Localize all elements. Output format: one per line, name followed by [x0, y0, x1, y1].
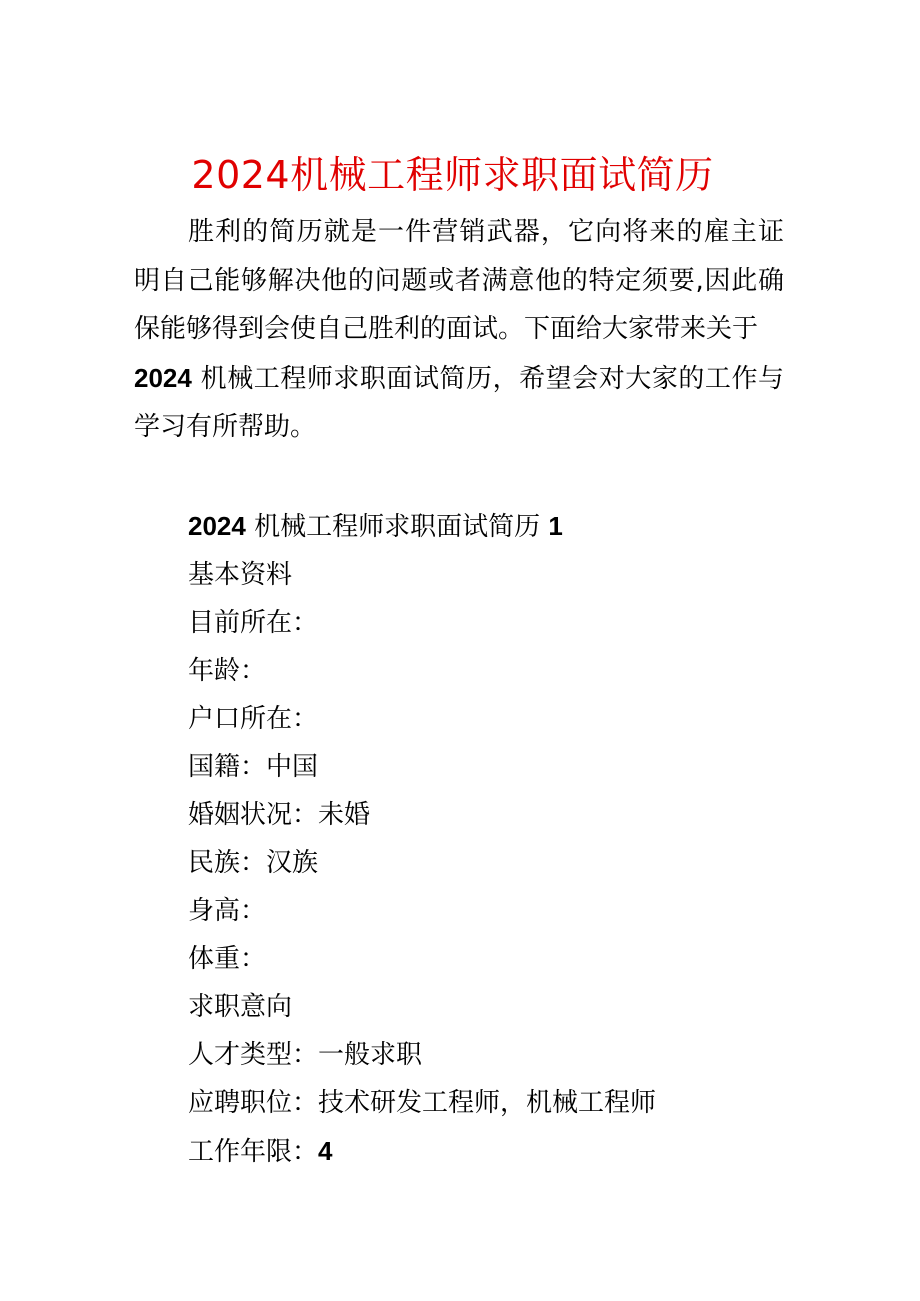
field-current-location [188, 599, 808, 647]
field-work-years [188, 1127, 808, 1176]
field-age [188, 647, 808, 695]
field-talent-type [188, 1031, 808, 1079]
field-value: 一般求职 [318, 1040, 423, 1070]
field-label: 人才类型： [188, 1040, 319, 1070]
field-ethnicity [188, 839, 808, 887]
resume-section [188, 502, 808, 1176]
field-household-registration [188, 695, 808, 743]
intro-paragraph [134, 208, 784, 452]
field-marital-status [188, 791, 808, 839]
field-label: 户口所在： [188, 704, 319, 734]
field-label: 体重： [188, 944, 267, 974]
section-heading-year: 2024 [188, 511, 246, 541]
intro-text-end: 机械工程师求职面试简历，希望会对大家的工作与学习有所帮助。 [134, 363, 784, 442]
document-title: 2024机械工程师求职面试简历 [191, 153, 714, 197]
intent-heading: 求职意向 [188, 992, 293, 1022]
field-height [188, 887, 808, 935]
intro-year: 2024 [134, 362, 192, 393]
intro-text-start: 胜利的简历就是一件营销武器，它向将来的雇主证明自己能够解决他的问题或者满意他的特定须要,因此确保能够得到会使自己胜利的面试。下面给大家带来关于 [134, 217, 784, 344]
basic-info-heading: 基本资料 [188, 560, 293, 590]
section-heading-index: 1 [548, 511, 563, 541]
field-label: 年龄： [188, 656, 267, 686]
field-label: 工作年限： [188, 1137, 319, 1167]
field-value: 技术研发工程师，机械工程师 [318, 1088, 657, 1118]
section-heading-text: 机械工程师求职面试简历 [245, 512, 549, 542]
field-value: 未婚 [318, 800, 371, 830]
field-label: 身高： [188, 896, 267, 926]
field-position-applied [188, 1079, 808, 1127]
field-weight [188, 935, 808, 983]
field-nationality [188, 743, 808, 791]
section-heading [188, 502, 808, 551]
field-label: 国籍： [188, 752, 267, 782]
field-label: 应聘职位： [188, 1088, 319, 1118]
field-value: 4 [318, 1136, 333, 1166]
field-value: 中国 [266, 752, 319, 782]
field-value: 汉族 [266, 848, 319, 878]
field-label: 民族： [188, 848, 267, 878]
field-label: 婚姻状况： [188, 800, 319, 830]
field-label: 目前所在： [188, 608, 319, 638]
